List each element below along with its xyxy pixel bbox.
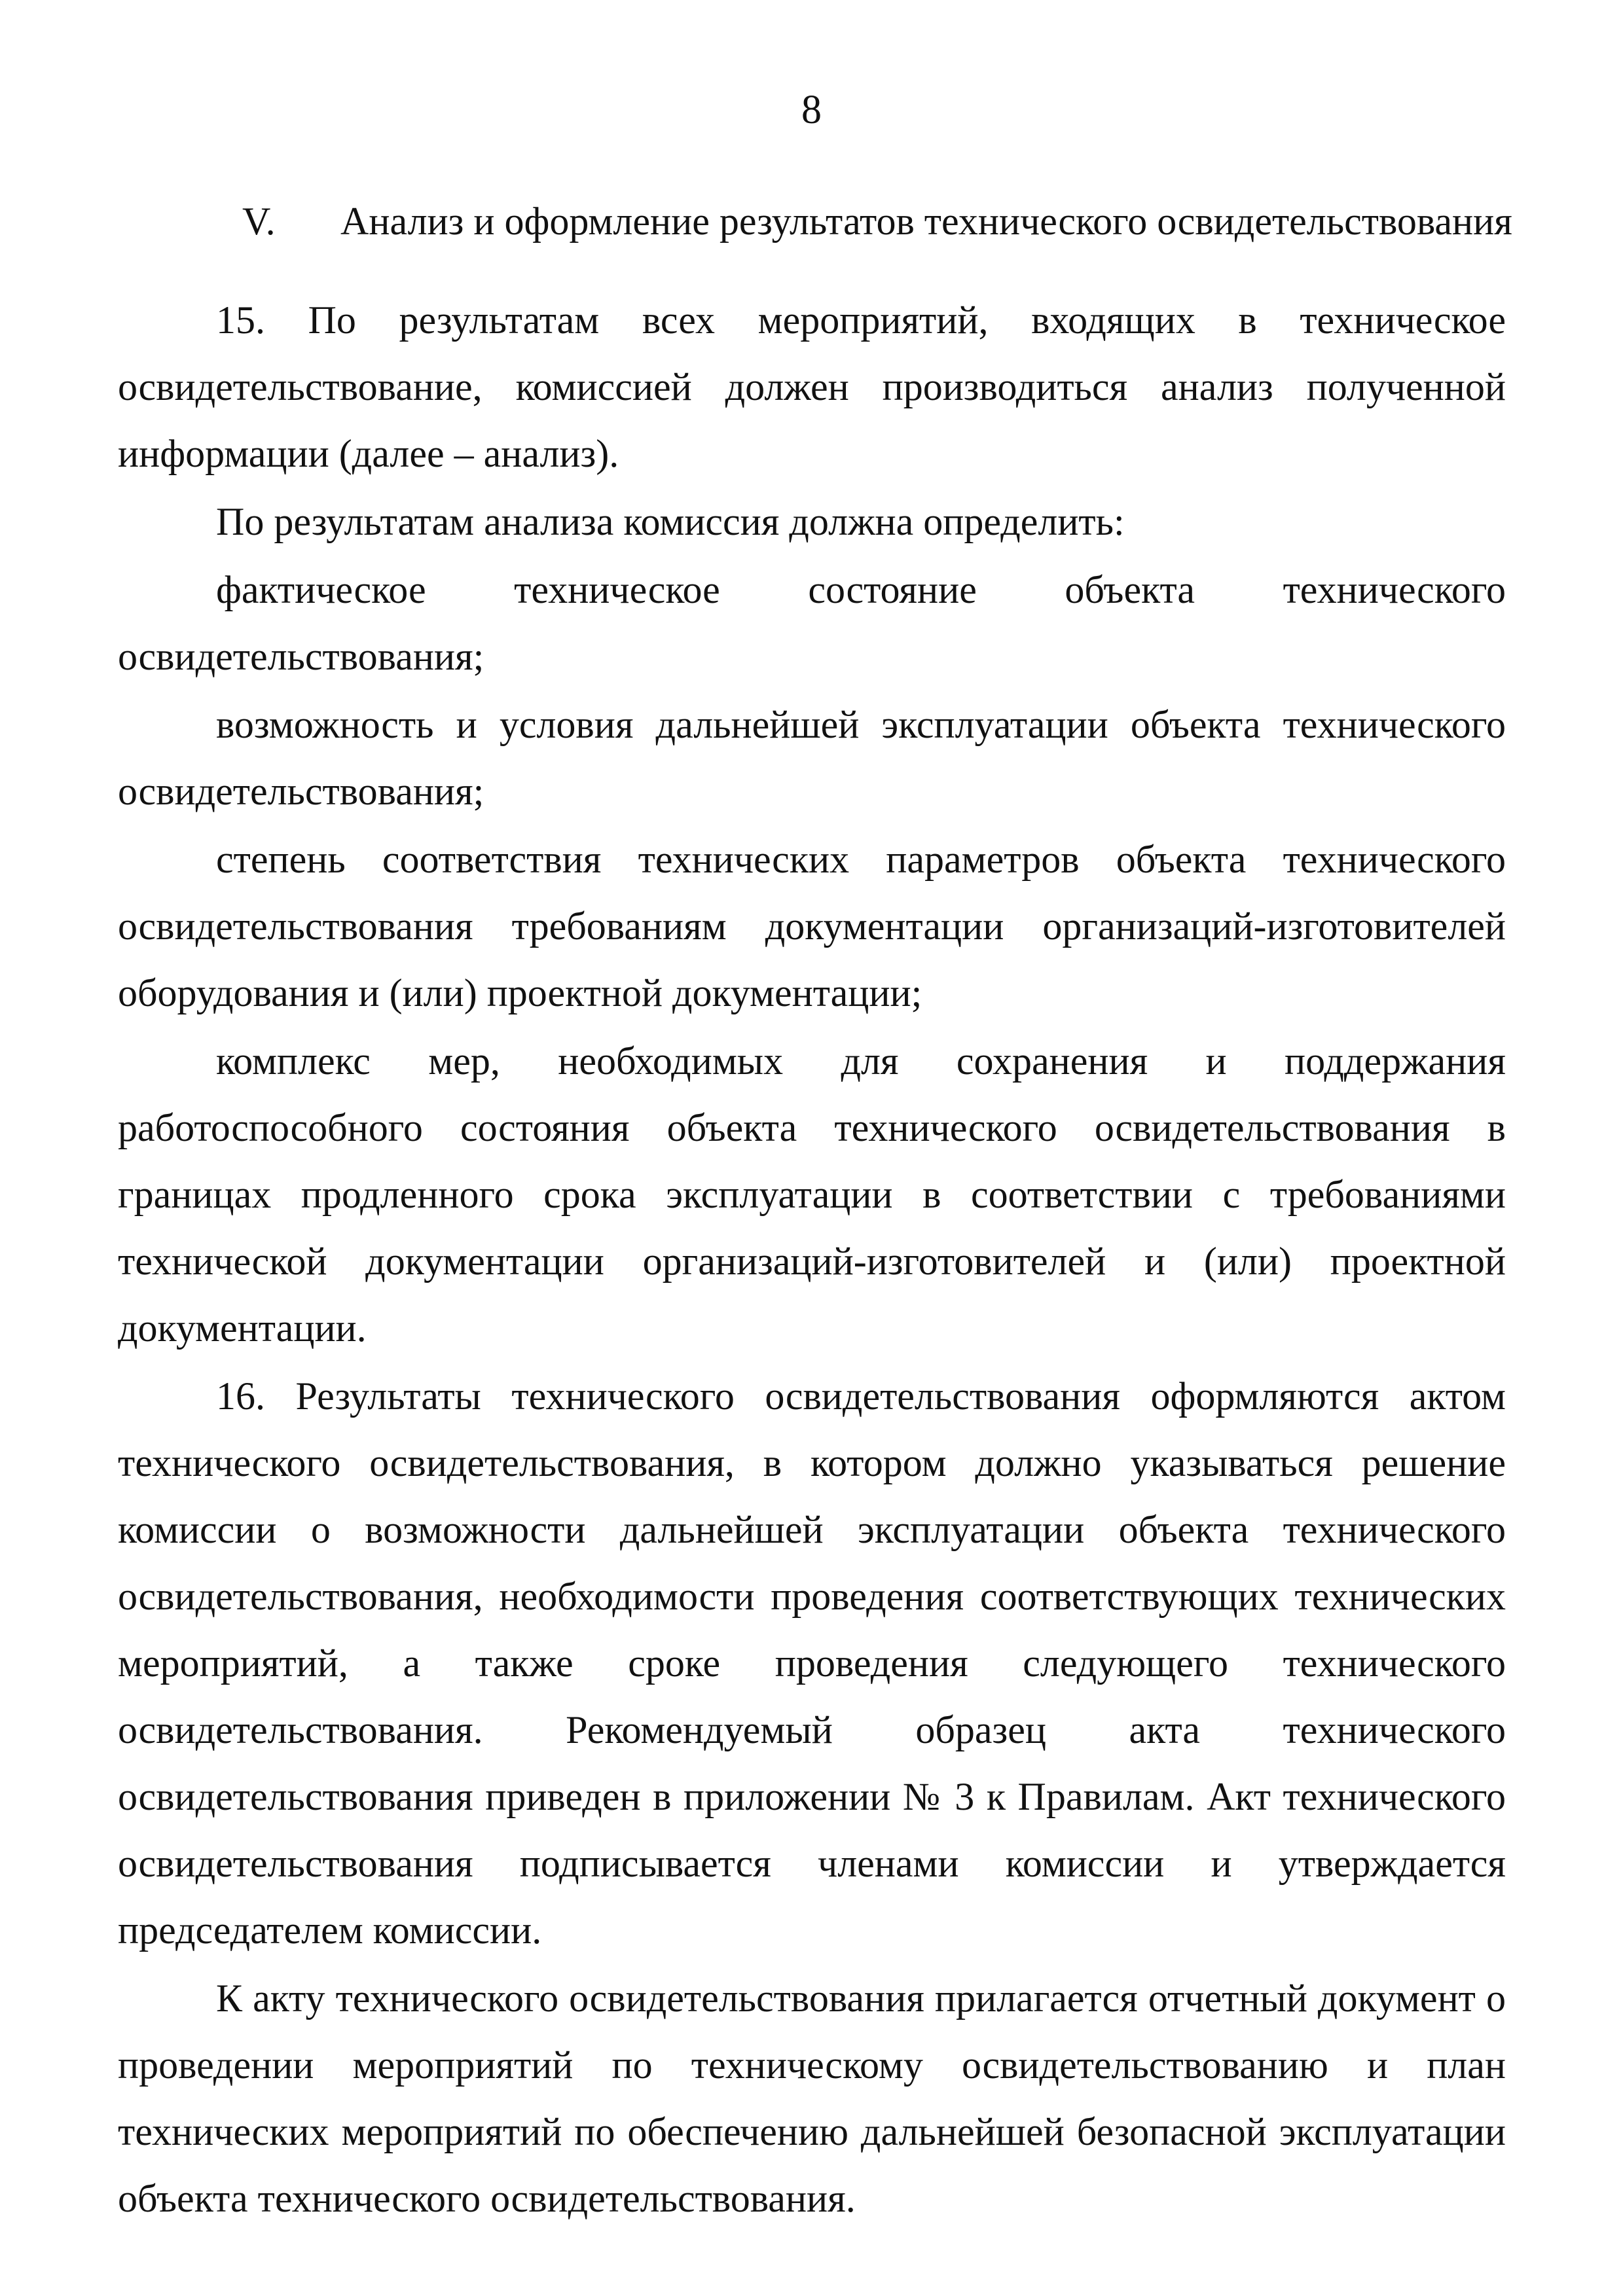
paragraph-16: 16. Результаты технического освидетельствования оформляются актом технического освидетельствования, в котором должно указываться решение комиссии о возможности дальнейшей эксплуатации объекта технического освидетельствования, необходимости проведения соответствующих технических мероприятий, а также сроке проведения следующего технического освидетельствования. Рекомендуемый образец акта технического освидетельствования приведен в приложении № 3 к Правилам. Акт технического освидетельствования подписывается членами комиссии и утверждается председателем комиссии. xyxy=(118,1374,1506,1952)
paragraph-15: 15. По результатам всех мероприятий, входящих в техническое освидетельствование, комиссией должен производиться анализ полученной информации (далее – анализ). xyxy=(118,298,1506,475)
section-title: Анализ и оформление результатов технического освидетельствования xyxy=(340,200,1512,243)
section-number: V. xyxy=(242,200,276,243)
section-heading xyxy=(242,195,1519,247)
list-item-compliance-degree: степень соответствия технических параметров объекта технического освидетельствования требованиям документации организаций-изготовителей оборудования и (или) проектной документации; xyxy=(118,838,1506,1014)
page-number: 8 xyxy=(801,88,822,132)
paragraph-analysis-intro: По результатам анализа комиссия должна определить: xyxy=(216,500,1125,543)
document-body xyxy=(118,287,1506,2232)
list-item-further-operation: возможность и условия дальнейшей эксплуатации объекта технического освидетельствования; xyxy=(118,703,1506,813)
paragraph-attachment: К акту технического освидетельствования прилагается отчетный документ о проведении мероприятий по техническому освидетельствованию и план технических мероприятий по обеспечению дальнейшей безопасной эксплуатации объекта технического освидетельствования. xyxy=(118,1977,1506,2220)
list-item-actual-state: фактическое техническое состояние объекта технического освидетельствования; xyxy=(118,568,1506,678)
list-item-measures-complex: комплекс мер, необходимых для сохранения и поддержания работоспособного состояния объекта технического освидетельствования в границах продленного срока эксплуатации в соответствии с требованиями технической документации организаций-изготовителей и (или) проектной документации. xyxy=(118,1039,1506,1350)
